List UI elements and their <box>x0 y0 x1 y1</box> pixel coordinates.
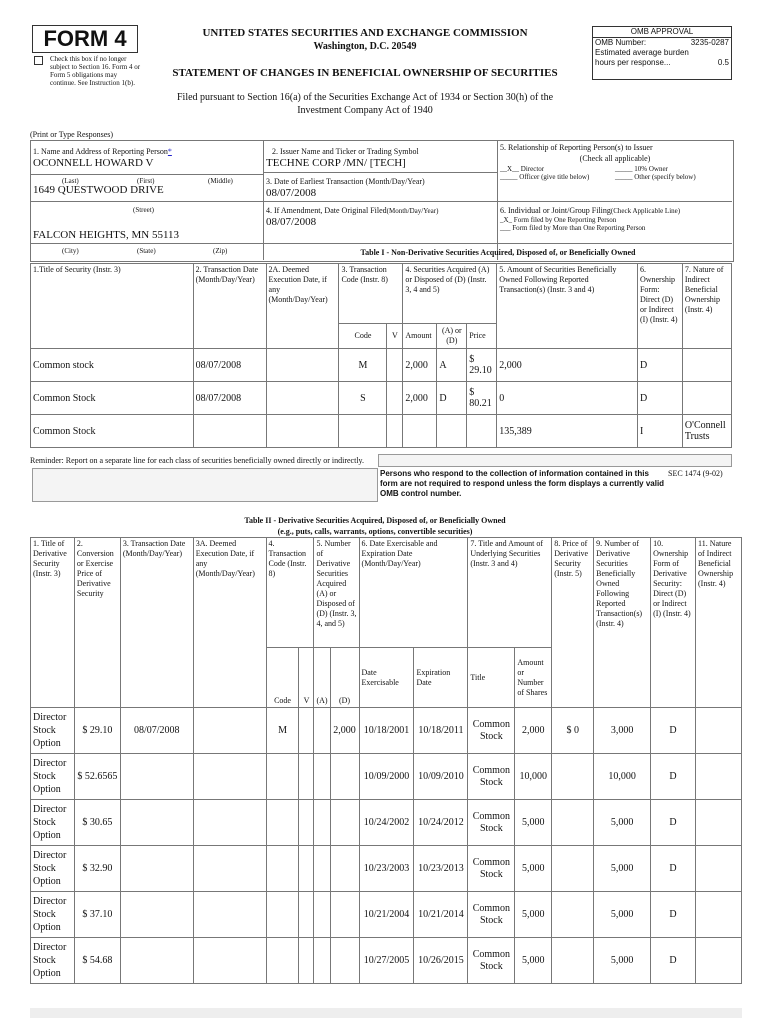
t2-code: M <box>266 708 299 754</box>
bottom-gray-bar <box>30 1008 742 1018</box>
statement-title: STATEMENT OF CHANGES IN BENEFICIAL OWNERSHIP OF SECURITIES <box>172 67 558 79</box>
t2-underlying-amount: 5,000 <box>515 800 552 846</box>
t1-h-title: 1.Title of Security (Instr. 3) <box>31 264 194 349</box>
t2-exercise-price: $ 37.10 <box>74 892 120 938</box>
t2-h-date: 3. Transaction Date (Month/Day/Year) <box>120 538 193 708</box>
t2-v <box>299 754 314 800</box>
t1-h-acquired: 4. Securities Acquired (A) or Disposed of (D) (Instr. 3, 4 and 5) <box>403 264 497 324</box>
t2-acquired <box>314 846 330 892</box>
t2-exercise-price: $ 54.68 <box>74 938 120 984</box>
t2-h-code-sub: Code <box>266 648 299 708</box>
no-longer-subject-checkbox[interactable] <box>34 56 43 65</box>
issuer-name: TECHNE CORP /MN/ [TECH] <box>266 157 406 169</box>
t2-disposed <box>330 754 359 800</box>
table1-non-derivative <box>30 263 732 448</box>
t2-transaction-date: 08/07/2008 <box>120 708 193 754</box>
t2-h-amt: Amount or Number of Shares <box>515 648 552 708</box>
table2-row <box>31 846 742 892</box>
t1-nature: O'Connell Trusts <box>682 415 731 448</box>
t2-security-title: Director Stock Option <box>31 800 75 846</box>
t2-h-form: 10. Ownership Form of Derivative Security: Direct (D) or Indirect (I) (Instr. 4) <box>651 538 696 708</box>
t1-amount: 2,000 <box>403 382 437 415</box>
t2-deemed-date <box>193 938 266 984</box>
t1-h-v: V <box>387 324 403 349</box>
t2-ownership-form: D <box>651 708 696 754</box>
t2-acquired <box>314 892 330 938</box>
t2-security-title: Director Stock Option <box>31 754 75 800</box>
t1-code <box>339 415 387 448</box>
middle-label: (Middle) <box>208 177 233 185</box>
relationship-other: _____ Other (specify below) <box>615 173 696 181</box>
t2-date-exercisable: 10/18/2001 <box>359 708 414 754</box>
relationship-10-owner: _____ 10% Owner <box>615 165 668 173</box>
filing-one-person: _X_ Form filed by One Reporting Person <box>500 216 617 224</box>
t1-security-title: Common Stock <box>31 415 194 448</box>
t1-v <box>387 415 403 448</box>
t1-transaction-date <box>193 415 266 448</box>
t2-deemed-date <box>193 892 266 938</box>
table1-title: Table I - Non-Derivative Securities Acquired, Disposed of, or Beneficially Owned <box>360 248 636 257</box>
reminder-line <box>378 454 732 467</box>
t1-amount: 2,000 <box>403 349 437 382</box>
notice-gray-box <box>32 468 378 502</box>
t1-nature <box>682 349 731 382</box>
t2-expiration-date: 10/09/2010 <box>414 754 468 800</box>
t1-h-deemed: 2A. Deemed Execution Date, if any (Month/Day/Year) <box>266 264 339 349</box>
t2-ownership-form: D <box>651 938 696 984</box>
t2-acquired <box>314 938 330 984</box>
t2-code <box>266 754 299 800</box>
t1-h-form: 6. Ownership Form: Direct (D) or Indirect (I) (Instr. 4) <box>637 264 682 349</box>
t2-nature <box>695 846 741 892</box>
omb-header: OMB APPROVAL <box>593 27 731 38</box>
t2-deemed-date <box>193 846 266 892</box>
t2-date-exercisable: 10/09/2000 <box>359 754 414 800</box>
t2-underlying-title: Common Stock <box>468 892 515 938</box>
reminder-note: Reminder: Report on a separate line for each class of securities beneficially owned directly or indirectly. <box>30 456 365 465</box>
t2-code <box>266 800 299 846</box>
print-type-note: (Print or Type Responses) <box>30 130 114 139</box>
t2-date-exercisable: 10/23/2003 <box>359 846 414 892</box>
t1-h-date: 2. Transaction Date (Month/Day/Year) <box>193 264 266 349</box>
t2-exercise-price: $ 30.65 <box>74 800 120 846</box>
t1-owned-following: 135,389 <box>497 415 638 448</box>
city-label: (City) <box>62 247 79 255</box>
t2-v <box>299 892 314 938</box>
omb-number: 3235-0287 <box>690 38 729 47</box>
omb-hours-label: hours per response... <box>595 58 671 67</box>
table1-row <box>31 349 732 382</box>
t2-h-a: (A) <box>314 648 330 708</box>
t2-expiration-date: 10/21/2014 <box>414 892 468 938</box>
t2-h-exercisable: 6. Date Exercisable and Expiration Date (Month/Day/Year) <box>359 538 468 648</box>
street-label: (Street) <box>133 206 154 214</box>
t2-h-code: 4. Transaction Code (Instr. 8) <box>266 538 314 648</box>
persons-notice: Persons who respond to the collection of information contained in this form are not required to respond unless the form displays a currently valid OMB control number. <box>380 469 665 498</box>
t2-disposed <box>330 846 359 892</box>
t2-nature <box>695 754 741 800</box>
t2-acquired <box>314 754 330 800</box>
box3-label: 3. Date of Earliest Transaction (Month/Day/Year) <box>266 177 425 186</box>
t2-owned-following: 10,000 <box>594 754 651 800</box>
t2-v <box>299 938 314 984</box>
first-label: (First) <box>137 177 155 185</box>
omb-approval-box <box>592 26 732 80</box>
box5-label: 5. Relationship of Reporting Person(s) to Issuer <box>500 143 653 152</box>
t2-ownership-form: D <box>651 800 696 846</box>
agency-name: UNITED STATES SECURITIES AND EXCHANGE COMMISSION <box>202 27 528 39</box>
t2-acquired <box>314 708 330 754</box>
omb-number-label: OMB Number: <box>595 38 647 47</box>
t2-h-price: 8. Price of Derivative Security (Instr. 5) <box>552 538 594 708</box>
t1-h-code-sub: Code <box>339 324 387 349</box>
t1-ownership-form: I <box>637 415 682 448</box>
state-label: (State) <box>137 247 156 255</box>
table2-row <box>31 938 742 984</box>
t1-a-or-d: A <box>437 349 467 382</box>
table2-subtitle: (e.g., puts, calls, warrants, options, convertible securities) <box>277 527 473 536</box>
t2-transaction-date <box>120 892 193 938</box>
t2-h-underlying: 7. Title and Amount of Underlying Securities (Instr. 3 and 4) <box>468 538 552 648</box>
t1-transaction-date: 08/07/2008 <box>193 382 266 415</box>
t1-price: $ 29.10 <box>467 349 497 382</box>
t1-ownership-form: D <box>637 382 682 415</box>
t2-underlying-title: Common Stock <box>468 800 515 846</box>
t2-expiration-date: 10/23/2013 <box>414 846 468 892</box>
t1-h-owned: 5. Amount of Securities Beneficially Owned Following Reported Transaction(s) (Instr. 3 and 4) <box>497 264 638 349</box>
zip-label: (Zip) <box>213 247 228 255</box>
t2-exercise-price: $ 32.90 <box>74 846 120 892</box>
checkbox-text: Check this box if no longer subject to Section 16. Form 4 or Form 5 obligations may continue. See Instruction 1(b). <box>50 55 141 87</box>
earliest-transaction-date: 08/07/2008 <box>266 187 317 199</box>
box2-label: 2. Issuer Name and Ticker or Trading Symbol <box>272 147 419 156</box>
box6-label: 6. Individual or Joint/Group Filing(Check Applicable Line) <box>500 206 681 215</box>
t2-v <box>299 846 314 892</box>
t2-transaction-date <box>120 754 193 800</box>
t2-h-title: 1. Title of Derivative Security (Instr. 3) <box>31 538 75 708</box>
t1-h-nature: 7. Nature of Indirect Beneficial Ownership (Instr. 4) <box>682 264 731 349</box>
t2-derivative-price <box>552 800 594 846</box>
t1-transaction-date: 08/07/2008 <box>193 349 266 382</box>
t2-security-title: Director Stock Option <box>31 708 75 754</box>
box5-sub: (Check all applicable) <box>579 154 651 163</box>
t2-underlying-amount: 5,000 <box>515 846 552 892</box>
t2-code <box>266 892 299 938</box>
t2-exercise-price: $ 29.10 <box>74 708 120 754</box>
t1-price <box>467 415 497 448</box>
t1-v <box>387 349 403 382</box>
t2-transaction-date <box>120 846 193 892</box>
t2-h-under-title: Title <box>468 648 515 708</box>
t1-security-title: Common Stock <box>31 382 194 415</box>
t2-date-exercisable: 10/27/2005 <box>359 938 414 984</box>
t2-derivative-price <box>552 892 594 938</box>
t2-h-v: V <box>299 648 314 708</box>
t2-derivative-price: $ 0 <box>552 708 594 754</box>
filed-pursuant-line2: Investment Company Act of 1940 <box>297 105 433 116</box>
table2-rows <box>31 708 742 984</box>
t2-date-exercisable: 10/24/2002 <box>359 800 414 846</box>
t2-underlying-amount: 5,000 <box>515 938 552 984</box>
table2-derivative <box>30 537 742 984</box>
t2-code <box>266 846 299 892</box>
t1-deemed-date <box>266 349 339 382</box>
filed-pursuant-line1: Filed pursuant to Section 16(a) of the Securities Exchange Act of 1934 or Section 30(h) of the <box>176 92 554 103</box>
t2-exercise-price: $ 52.6565 <box>74 754 120 800</box>
t2-disposed <box>330 938 359 984</box>
t1-deemed-date <box>266 382 339 415</box>
t2-nature <box>695 892 741 938</box>
form-title-box <box>32 25 138 53</box>
table1-rows <box>31 349 732 448</box>
t2-h-conversion: 2. Conversion or Exercise Price of Derivative Security <box>74 538 120 708</box>
t2-h-exp: Expiration Date <box>414 648 468 708</box>
box1-label: 1. Name and Address of Reporting Person* <box>33 147 172 156</box>
t2-underlying-title: Common Stock <box>468 754 515 800</box>
t2-nature <box>695 800 741 846</box>
t1-code: M <box>339 349 387 382</box>
table1-row <box>31 415 732 448</box>
t2-code <box>266 938 299 984</box>
t2-disposed <box>330 800 359 846</box>
agency-city: Washington, D.C. 20549 <box>313 41 417 52</box>
t2-h-date-ex: Date Exercisable <box>359 648 414 708</box>
t2-underlying-amount: 5,000 <box>515 892 552 938</box>
reporting-person-name: OCONNELL HOWARD V <box>33 157 154 169</box>
t1-owned-following: 0 <box>497 382 638 415</box>
t2-deemed-date <box>193 708 266 754</box>
t2-ownership-form: D <box>651 892 696 938</box>
table2-row <box>31 754 742 800</box>
t1-nature <box>682 382 731 415</box>
t2-underlying-title: Common Stock <box>468 938 515 984</box>
t2-nature <box>695 938 741 984</box>
city-state-zip: FALCON HEIGHTS, MN 55113 <box>33 229 180 241</box>
t2-acquired <box>314 800 330 846</box>
sec-form-code: SEC 1474 (9-02) <box>668 469 723 478</box>
filing-more-persons: ___ Form filed by More than One Reporting Person <box>500 224 646 232</box>
t1-amount <box>403 415 437 448</box>
t2-deemed-date <box>193 800 266 846</box>
relationship-director: __X__ Director <box>500 165 545 173</box>
t2-owned-following: 5,000 <box>594 892 651 938</box>
t1-h-code: 3. Transaction Code (Instr. 8) <box>339 264 403 324</box>
t2-underlying-amount: 10,000 <box>515 754 552 800</box>
t1-h-aord: (A) or (D) <box>437 324 467 349</box>
table2-title: Table II - Derivative Securities Acquired, Disposed of, or Beneficially Owned <box>244 516 506 525</box>
t2-nature <box>695 708 741 754</box>
box4-label: 4. If Amendment, Date Original Filed(Month/Day/Year) <box>266 206 439 215</box>
t2-expiration-date: 10/18/2011 <box>414 708 468 754</box>
t2-transaction-date <box>120 938 193 984</box>
t2-disposed <box>330 892 359 938</box>
table1-row <box>31 382 732 415</box>
t2-v <box>299 800 314 846</box>
t2-derivative-price <box>552 754 594 800</box>
t1-a-or-d: D <box>437 382 467 415</box>
t2-owned-following: 5,000 <box>594 846 651 892</box>
t2-expiration-date: 10/26/2015 <box>414 938 468 984</box>
t2-underlying-title: Common Stock <box>468 708 515 754</box>
t1-price: $ 80.21 <box>467 382 497 415</box>
relationship-officer: _____ Officer (give title below) <box>500 173 590 181</box>
t2-derivative-price <box>552 938 594 984</box>
t2-security-title: Director Stock Option <box>31 892 75 938</box>
t2-owned-following: 3,000 <box>594 708 651 754</box>
t2-security-title: Director Stock Option <box>31 938 75 984</box>
t1-deemed-date <box>266 415 339 448</box>
t2-expiration-date: 10/24/2012 <box>414 800 468 846</box>
table2-row <box>31 892 742 938</box>
t2-h-owned: 9. Number of Derivative Securities Beneficially Owned Following Reported Transaction(s) (Instr. 4) <box>594 538 651 708</box>
amendment-date: 08/07/2008 <box>266 216 317 228</box>
t2-owned-following: 5,000 <box>594 938 651 984</box>
t1-a-or-d <box>437 415 467 448</box>
t1-code: S <box>339 382 387 415</box>
t2-date-exercisable: 10/21/2004 <box>359 892 414 938</box>
t2-h-d: (D) <box>330 648 359 708</box>
t2-deemed-date <box>193 754 266 800</box>
t2-security-title: Director Stock Option <box>31 846 75 892</box>
table2-row <box>31 708 742 754</box>
t2-underlying-amount: 2,000 <box>515 708 552 754</box>
t1-ownership-form: D <box>637 349 682 382</box>
t1-owned-following: 2,000 <box>497 349 638 382</box>
t2-disposed: 2,000 <box>330 708 359 754</box>
t2-h-nature: 11. Nature of Indirect Beneficial Ownership (Instr. 4) <box>695 538 741 708</box>
t1-v <box>387 382 403 415</box>
t2-derivative-price <box>552 846 594 892</box>
street-address: 1649 QUESTWOOD DRIVE <box>33 184 164 196</box>
t2-ownership-form: D <box>651 846 696 892</box>
table2-row <box>31 800 742 846</box>
t2-underlying-title: Common Stock <box>468 846 515 892</box>
last-label: (Last) <box>62 177 79 185</box>
t2-ownership-form: D <box>651 754 696 800</box>
omb-burden-label: Estimated average burden <box>595 48 689 57</box>
omb-hours-value: 0.5 <box>717 58 729 67</box>
t1-security-title: Common stock <box>31 349 194 382</box>
t2-owned-following: 5,000 <box>594 800 651 846</box>
t2-transaction-date <box>120 800 193 846</box>
form-title: FORM 4 <box>43 26 127 51</box>
t1-h-amount: Amount <box>403 324 437 349</box>
t2-h-number: 5. Number of Derivative Securities Acquired (A) or Disposed of (D) (Instr. 3, 4, and 5) <box>314 538 359 648</box>
t2-h-deemed: 3A. Deemed Execution Date, if any (Month/Day/Year) <box>193 538 266 708</box>
t2-v <box>299 708 314 754</box>
t1-h-price: Price <box>467 324 497 349</box>
